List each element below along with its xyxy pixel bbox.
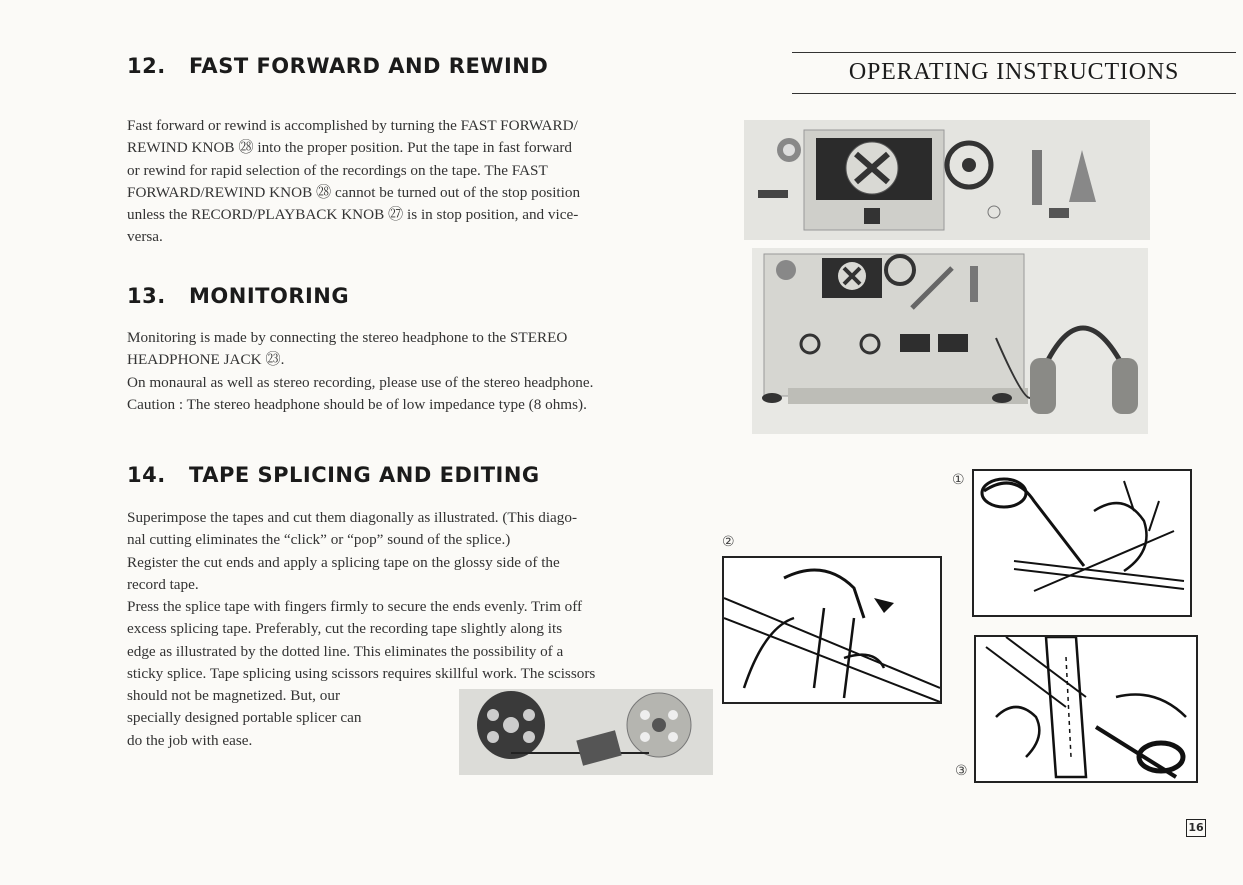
text-line: specially designed portable splicer can: [127, 709, 362, 727]
text-line: FORWARD/REWIND KNOB ㉘ cannot be turned out of the stop position: [127, 183, 581, 201]
step-1-label: ①: [952, 472, 965, 488]
section-12-number: 12.: [127, 54, 166, 78]
text-line: record tape.: [127, 575, 199, 593]
illustration-cut-tape: [972, 469, 1192, 617]
tape-deck-photo-top: [744, 120, 1150, 240]
section-14-body: [127, 507, 715, 685]
text-line: sticky splice. Tape splicing using scissors requires skillful work. The scissors: [127, 665, 596, 683]
text-line: HEADPHONE JACK ㉓.: [127, 351, 285, 369]
text-line: Superimpose the tapes and cut them diagonally as illustrated. (This diago-: [127, 509, 578, 526]
portable-splicer-photo: [459, 689, 713, 775]
tape-deck-headphone-image: [752, 248, 1148, 434]
section-13-title: MONITORING: [189, 284, 350, 308]
text-line: Press the splice tape with fingers firmly to secure the ends evenly. Trim off: [127, 598, 583, 616]
section-14-tail: [127, 685, 435, 752]
splicer-reels-image: [459, 689, 713, 775]
text-line: excess splicing tape. Preferably, cut the recording tape slightly along its: [127, 620, 563, 638]
scissors-cut-drawing: [974, 471, 1190, 615]
tape-deck-headphone-photo: [752, 248, 1148, 434]
text-line: or rewind for rapid selection of the recordings on the tape. The FAST: [127, 161, 548, 179]
page-number: 16: [1186, 819, 1206, 837]
section-12-body: [127, 115, 715, 249]
text-line: edge as illustrated by the dotted line. This eliminates the possibility of a: [127, 642, 564, 660]
step-2-label: ②: [722, 534, 735, 550]
section-14-title: TAPE SPLICING AND EDITING: [189, 463, 540, 487]
text-line: Monitoring is made by connecting the stereo headphone to the STEREO: [127, 329, 568, 346]
text-line: unless the RECORD/PLAYBACK KNOB ㉗ is in stop position, and vice-: [127, 206, 579, 224]
section-14-heading: [127, 463, 540, 487]
finger-press-drawing: [724, 558, 940, 702]
section-12-heading: [127, 54, 548, 78]
section-13-body: [127, 327, 715, 416]
text-line: Register the cut ends and apply a splicing tape on the glossy side of the: [127, 553, 560, 571]
section-13-number: 13.: [127, 284, 166, 308]
tape-deck-top-image: [744, 120, 1150, 240]
page-header-title: OPERATING INSTRUCTIONS: [792, 52, 1236, 94]
illustration-press-splice: [722, 556, 942, 704]
text-line: Caution : The stereo headphone should be of low impedance type (8 ohms).: [127, 395, 587, 413]
text-line: REWIND KNOB ㉘ into the proper position. Put the tape in fast forward: [127, 139, 572, 157]
step-3-label: ③: [955, 763, 968, 779]
trim-tape-drawing: [976, 637, 1196, 781]
text-line: On monaural as well as stereo recording, please use of the stereo headphone.: [127, 373, 594, 391]
text-line: should not be magnetized. But, our: [127, 687, 341, 704]
text-line: nal cutting eliminates the “click” or “pop” sound of the splice.): [127, 531, 511, 549]
text-line: Fast forward or rewind is accomplished by turning the FAST FORWARD/: [127, 117, 578, 134]
text-line: do the job with ease.: [127, 731, 253, 749]
section-14-number: 14.: [127, 463, 166, 487]
illustration-trim-tape: [974, 635, 1198, 783]
text-line: versa.: [127, 228, 163, 246]
section-12-title: FAST FORWARD AND REWIND: [189, 54, 549, 78]
section-13-heading: [127, 284, 349, 308]
